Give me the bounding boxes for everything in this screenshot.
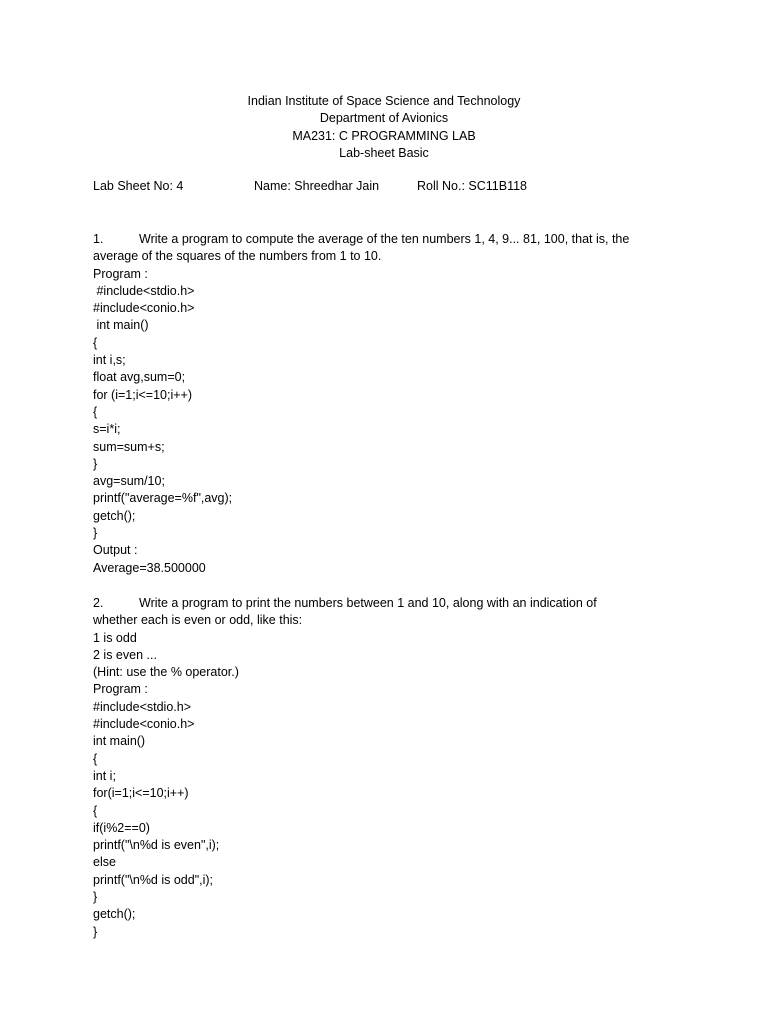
code-line: #include<conio.h>	[93, 717, 195, 732]
code-line: {	[93, 404, 98, 419]
sheet-type: Lab-sheet Basic	[339, 145, 429, 160]
question-text-continued: whether each is even or odd, like this:	[93, 613, 303, 628]
question-text-continued: average of the squares of the numbers from 1 to 10.	[93, 249, 382, 264]
code-line: }	[93, 924, 98, 939]
code-line: for (i=1;i<=10;i++)	[93, 387, 193, 402]
code-line: int i,s;	[93, 353, 126, 368]
question-text: Write a program to print the numbers between 1 and 10, along with an indication of	[139, 596, 597, 610]
program-label: Program :	[93, 266, 148, 281]
code-line: #include<stdio.h>	[93, 283, 195, 298]
example-line: 1 is odd	[93, 630, 137, 645]
lab-sheet-number: Lab Sheet No: 4	[93, 179, 184, 193]
code-line: {	[93, 751, 98, 766]
code-line: getch();	[93, 508, 136, 523]
question-number: 2.	[93, 596, 104, 610]
student-info-row	[93, 179, 693, 197]
code-line: int main()	[93, 318, 149, 333]
course-title: MA231: C PROGRAMMING LAB	[292, 128, 476, 143]
code-line: }	[93, 456, 98, 471]
department-name: Department of Avionics	[319, 111, 449, 126]
code-line: printf("\n%d is odd",i);	[93, 872, 214, 887]
question-text: Write a program to compute the average of the ten numbers 1, 4, 9... 81, 100, that is, the	[139, 232, 630, 246]
code-line: printf("average=%f",avg);	[93, 491, 233, 506]
code-line: }	[93, 890, 98, 905]
code-line: float avg,sum=0;	[93, 370, 186, 385]
code-line: }	[93, 526, 98, 541]
roll-number: Roll No.: SC11B118	[417, 179, 528, 193]
code-line: s=i*i;	[93, 422, 121, 437]
example-line: 2 is even ...	[93, 647, 157, 662]
question-number: 1.	[93, 232, 104, 246]
code-line: #include<stdio.h>	[93, 699, 191, 714]
output-value: Average=38.500000	[93, 560, 206, 575]
code-line: sum=sum+s;	[93, 439, 165, 454]
code-line: int i;	[93, 768, 116, 783]
code-line: else	[93, 855, 116, 870]
institute-name: Indian Institute of Space Science and Technology	[247, 94, 521, 108]
code-line: for(i=1;i<=10;i++)	[93, 786, 189, 801]
student-name: Name: Shreedhar Jain	[254, 179, 380, 193]
code-line: getch();	[93, 907, 136, 922]
program-label: Program :	[93, 682, 148, 697]
code-line: {	[93, 335, 98, 350]
code-line: avg=sum/10;	[93, 474, 165, 489]
code-line: {	[93, 803, 98, 818]
question-2	[93, 595, 683, 941]
code-line: printf("\n%d is even",i);	[93, 838, 220, 853]
code-line: #include<conio.h>	[93, 301, 195, 316]
hint-line: (Hint: use the % operator.)	[93, 665, 239, 680]
document-header	[0, 93, 768, 162]
question-1	[93, 231, 683, 577]
code-line: int main()	[93, 734, 146, 749]
code-line: if(i%2==0)	[93, 820, 150, 835]
output-label: Output :	[93, 543, 138, 558]
